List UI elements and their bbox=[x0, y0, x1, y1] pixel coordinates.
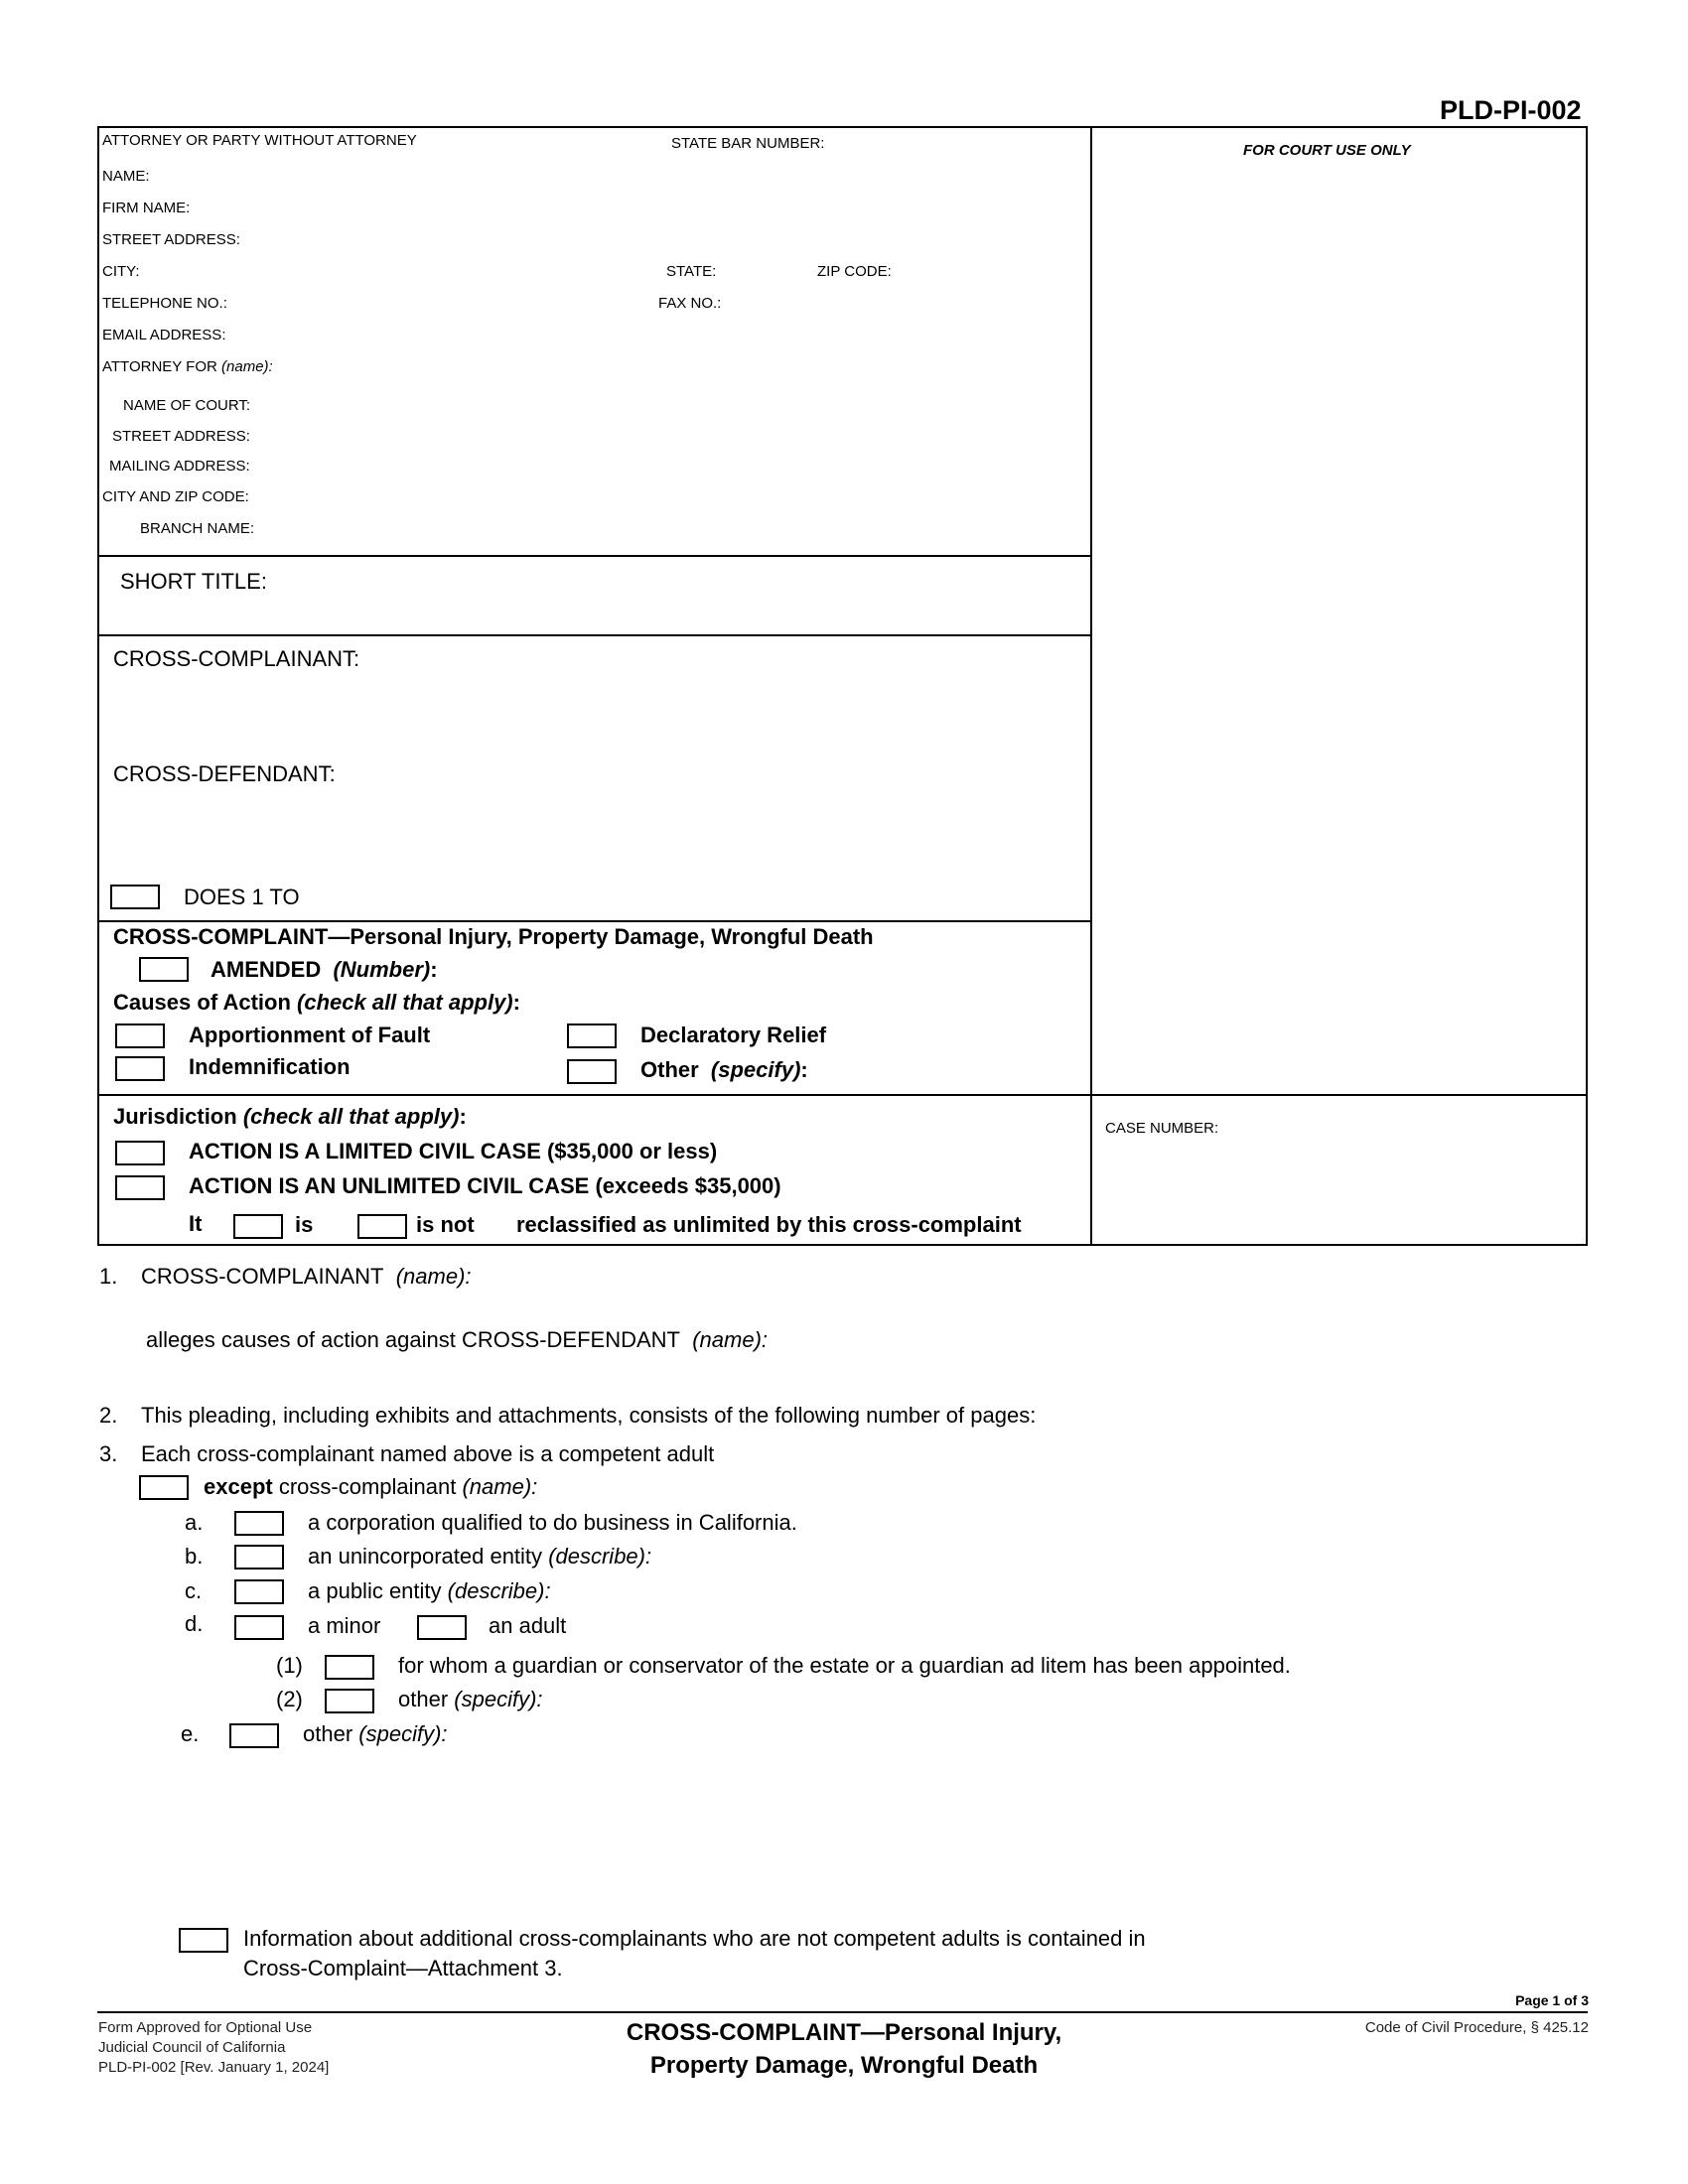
item3d1-number: (1) bbox=[276, 1653, 303, 1678]
footer-revision: PLD-PI-002 [Rev. January 1, 2024] bbox=[98, 2059, 330, 2076]
item3d2-text: other (specify): bbox=[398, 1687, 543, 1711]
other-cause-label: Other (specify): bbox=[640, 1057, 808, 1082]
item3c-letter: c. bbox=[185, 1578, 203, 1603]
item3d-adult-checkbox[interactable] bbox=[417, 1615, 467, 1640]
item3b-letter: b. bbox=[185, 1544, 204, 1569]
divider-parties bbox=[97, 634, 1092, 636]
footer-title-line2: Property Damage, Wrongful Death bbox=[649, 2052, 1039, 2079]
does-label: DOES 1 TO bbox=[184, 885, 300, 909]
indemnification-label: Indemnification bbox=[189, 1054, 351, 1079]
limited-case-checkbox[interactable] bbox=[115, 1141, 165, 1165]
item3-number: 3. bbox=[99, 1441, 118, 1466]
unlimited-case-label: ACTION IS AN UNLIMITED CIVIL CASE (exceeds $35,000) bbox=[189, 1173, 781, 1198]
item3c-text: a public entity (describe): bbox=[308, 1578, 551, 1603]
divider-short-title bbox=[97, 555, 1092, 557]
item3b-checkbox[interactable] bbox=[234, 1545, 284, 1570]
name-label: NAME: bbox=[102, 168, 150, 185]
amended-checkbox[interactable] bbox=[139, 957, 189, 982]
item3c-checkbox[interactable] bbox=[234, 1579, 284, 1604]
footer-approved: Form Approved for Optional Use bbox=[98, 2019, 313, 2036]
item3d2-checkbox[interactable] bbox=[325, 1689, 374, 1713]
is-not-checkbox[interactable] bbox=[357, 1214, 407, 1239]
frame-top bbox=[97, 126, 1588, 128]
item1-alleges: alleges causes of action against CROSS-DEFENDANT (name): bbox=[146, 1327, 769, 1352]
is-not-label: is not bbox=[416, 1212, 475, 1237]
except-checkbox[interactable] bbox=[139, 1475, 189, 1500]
frame-right bbox=[1586, 126, 1588, 1246]
court-street-label: STREET ADDRESS: bbox=[112, 428, 250, 445]
item3a-text: a corporation qualified to do business in California. bbox=[308, 1510, 797, 1535]
item1-label: CROSS-COMPLAINANT (name): bbox=[141, 1264, 472, 1289]
zip-code-label: ZIP CODE: bbox=[817, 263, 892, 280]
apportionment-label: Apportionment of Fault bbox=[189, 1023, 431, 1047]
divider-caption bbox=[97, 920, 1092, 922]
telephone-label: TELEPHONE NO.: bbox=[102, 295, 227, 312]
item3a-checkbox[interactable] bbox=[234, 1511, 284, 1536]
item3d-minor-label: a minor bbox=[308, 1613, 381, 1638]
is-checkbox[interactable] bbox=[233, 1214, 283, 1239]
street-address-label: STREET ADDRESS: bbox=[102, 231, 240, 248]
footer-rule bbox=[97, 2011, 1588, 2013]
item3d-letter: d. bbox=[185, 1611, 204, 1636]
item3d1-checkbox[interactable] bbox=[325, 1655, 374, 1680]
court-branch-label: BRANCH NAME: bbox=[140, 520, 255, 537]
causes-label: Causes of Action (check all that apply): bbox=[113, 990, 520, 1015]
other-cause-checkbox[interactable] bbox=[567, 1059, 617, 1084]
cross-defendant-label: CROSS-DEFENDANT: bbox=[113, 761, 336, 786]
item1-number: 1. bbox=[99, 1264, 118, 1289]
cross-complainant-label: CROSS-COMPLAINANT: bbox=[113, 646, 360, 671]
item2-number: 2. bbox=[99, 1403, 118, 1428]
item3d-minor-checkbox[interactable] bbox=[234, 1615, 284, 1640]
frame-bottom bbox=[97, 1244, 1588, 1246]
footer-code: Code of Civil Procedure, § 425.12 bbox=[1364, 2019, 1589, 2036]
court-use-label: FOR COURT USE ONLY bbox=[1243, 142, 1411, 159]
footer-title-line1: CROSS-COMPLAINT—Personal Injury, bbox=[626, 2019, 1062, 2046]
reclassified-label: reclassified as unlimited by this cross-complaint bbox=[516, 1212, 1022, 1237]
page-number: Page 1 of 3 bbox=[1515, 1992, 1589, 2008]
state-bar-label: STATE BAR NUMBER: bbox=[671, 135, 825, 152]
declaratory-label: Declaratory Relief bbox=[640, 1023, 827, 1047]
item3e-text: other (specify): bbox=[303, 1721, 448, 1746]
court-mailing-label: MAILING ADDRESS: bbox=[109, 458, 250, 475]
attorney-label: ATTORNEY OR PARTY WITHOUT ATTORNEY bbox=[102, 132, 417, 149]
item3e-checkbox[interactable] bbox=[229, 1723, 279, 1748]
item3d-adult-label: an adult bbox=[489, 1613, 567, 1638]
item3e-letter: e. bbox=[181, 1721, 200, 1746]
attachment3-line1: Information about additional cross-complainants who are not competent adults is contained in bbox=[243, 1926, 1146, 1951]
jurisdiction-label: Jurisdiction (check all that apply): bbox=[113, 1104, 467, 1129]
short-title-label: SHORT TITLE: bbox=[120, 569, 267, 594]
court-city-zip-label: CITY AND ZIP CODE: bbox=[102, 488, 249, 505]
city-label: CITY: bbox=[102, 263, 140, 280]
is-label: is bbox=[295, 1212, 314, 1237]
item3b-text: an unincorporated entity (describe): bbox=[308, 1544, 652, 1569]
email-label: EMAIL ADDRESS: bbox=[102, 327, 226, 343]
attachment3-line2: Cross-Complaint—Attachment 3. bbox=[243, 1956, 563, 1980]
item2-text: This pleading, including exhibits and attachments, consists of the following number of pages: bbox=[141, 1403, 1037, 1428]
fax-label: FAX NO.: bbox=[658, 295, 722, 312]
court-name-label: NAME OF COURT: bbox=[123, 397, 251, 414]
amended-label: AMENDED (Number): bbox=[211, 957, 438, 982]
item3a-letter: a. bbox=[185, 1510, 204, 1535]
except-label: except cross-complainant (name): bbox=[204, 1474, 538, 1499]
item3-text: Each cross-complainant named above is a competent adult bbox=[141, 1441, 715, 1466]
apportionment-checkbox[interactable] bbox=[115, 1024, 165, 1048]
case-number-label: CASE NUMBER: bbox=[1105, 1120, 1219, 1137]
state-label: STATE: bbox=[666, 263, 717, 280]
attorney-for-label: ATTORNEY FOR (name): bbox=[102, 358, 273, 375]
divider-jurisdiction bbox=[97, 1094, 1588, 1096]
caption-title: CROSS-COMPLAINT—Personal Injury, Property Damage, Wrongful Death bbox=[113, 924, 874, 949]
limited-case-label: ACTION IS A LIMITED CIVIL CASE ($35,000 or less) bbox=[189, 1139, 718, 1163]
frame-left bbox=[97, 126, 99, 1246]
firm-name-label: FIRM NAME: bbox=[102, 200, 191, 216]
item3d2-number: (2) bbox=[276, 1687, 303, 1711]
indemnification-checkbox[interactable] bbox=[115, 1056, 165, 1081]
frame-divider-vertical bbox=[1090, 126, 1092, 1246]
item3d1-text: for whom a guardian or conservator of the estate or a guardian ad litem has been appointed. bbox=[398, 1653, 1291, 1678]
it-label: It bbox=[189, 1211, 203, 1236]
form-id: PLD-PI-002 bbox=[1440, 95, 1582, 125]
declaratory-checkbox[interactable] bbox=[567, 1024, 617, 1048]
unlimited-case-checkbox[interactable] bbox=[115, 1175, 165, 1200]
footer-council: Judicial Council of California bbox=[98, 2039, 286, 2056]
attachment3-checkbox[interactable] bbox=[179, 1928, 228, 1953]
does-checkbox[interactable] bbox=[110, 885, 160, 909]
